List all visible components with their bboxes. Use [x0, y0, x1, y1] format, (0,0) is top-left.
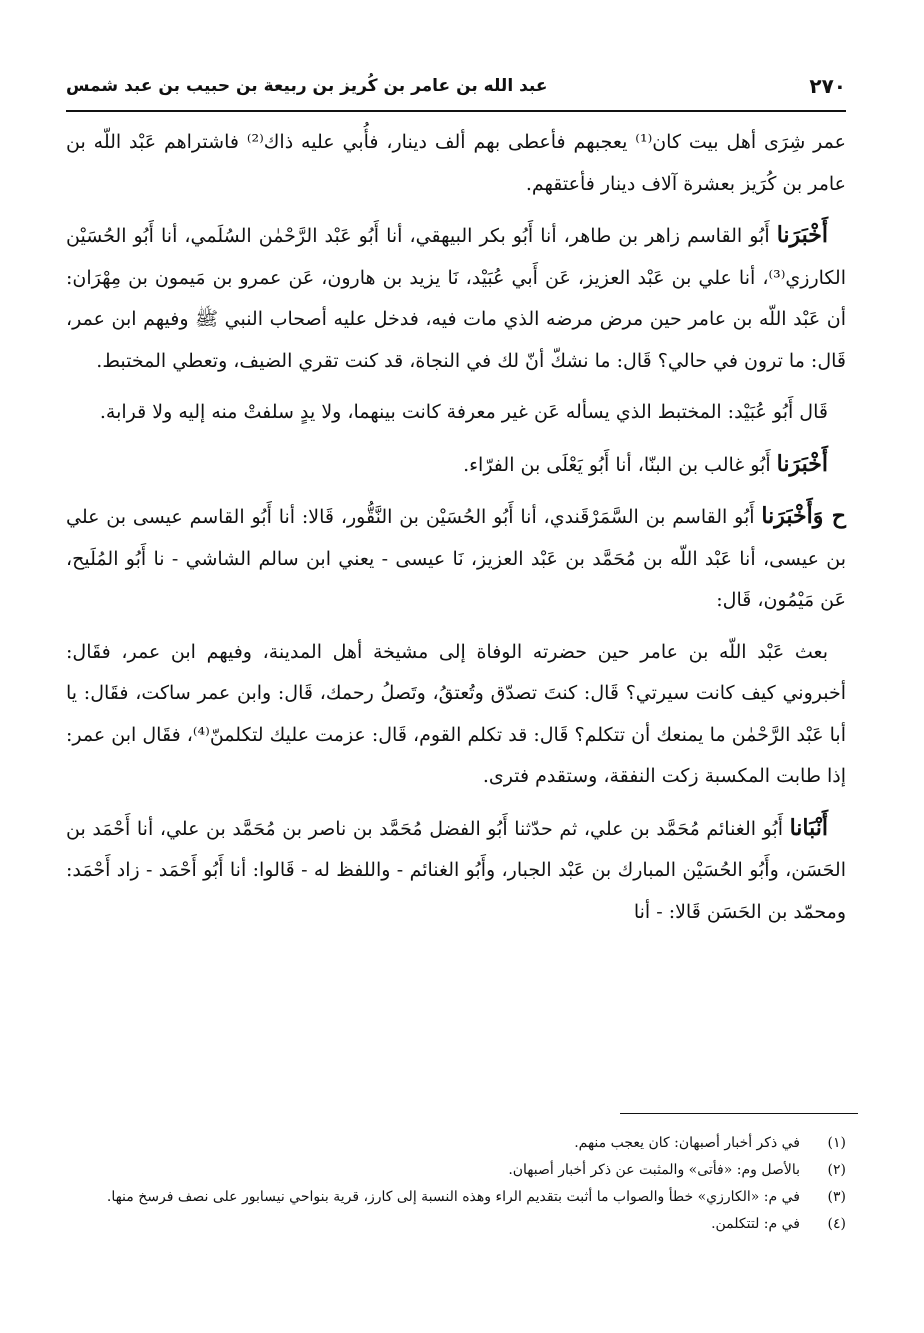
paragraph	[66, 444, 846, 487]
footnote-text: في م: «الكارزي» خطأ والصواب ما أثبت بتقديم الراء وهذه النسبة إلى كارز، قرية بنواحي نيسابور على نصف فرسخ منها.	[106, 1189, 800, 1205]
paragraph-text: أَبُو القاسم بن السَّمَرْقَندي، أنا أَبُو الحُسَيْن بن النَّقُّور، قَالا: أنا أَبُو القاسم عيسى بن علي بن عيسى، أنا عَبْد اللّه بن مُحَمَّد بن عَبْد العزيز، نَا عيسى - يعني ابن سالم الشاشي - نا أَبُو المُلَيح، عَن مَيْمُون، قَال:	[66, 506, 846, 611]
paragraph	[66, 496, 846, 622]
narration-keyword: ح وَأَخْبَرَنا	[761, 503, 846, 529]
footnote-number: (٢)	[827, 1162, 846, 1178]
footnote	[66, 1211, 846, 1238]
running-title: عبد الله بن عامر بن كُريز بن ربيعة بن حبيب بن عبد شمس	[66, 76, 548, 96]
footnote-number: (٤)	[827, 1216, 846, 1232]
narration-keyword: أَخْبَرَنا	[776, 222, 829, 248]
paragraph	[66, 392, 846, 434]
paragraph-text: أَبُو القاسم زاهر بن طاهر، أنا أَبُو بكر البيهقي، أنا أَبُو عَبْد الرَّحْمٰن السُلَمي، أنا أَبُو الحُسَيْن الكارزي⁽³⁾، أنا علي بن عَبْد العزيز، عَن أَبي عُبَيْد، نَا يزيد بن هارون، عَن عمرو بن مَيمون بن مِهْرَان: أن عَبْد اللّه بن عامر حين مرض مرضه الذي مات فيه، فدخل عليه أصحاب النبي ﷺ وفيهم ابن عمر، قَال: ما ترون في حالي؟ قَال: ما نشكّ أنّ لك في النجاة، قد كنت تقري الضيف، وتعطي المختبط.	[66, 225, 846, 372]
page-number: ٢٧٠	[809, 74, 846, 98]
paragraph-text: قَال أَبُو عُبَيْد: المختبط الذي يسأله عَن غير معرفة كانت بينهما، ولا يدٍ سلفتْ منه إليه ولا قرابة.	[99, 401, 828, 423]
paragraph	[66, 215, 846, 382]
footnote-text: في ذكر أخبار أصبهان: كان يعجب منهم.	[574, 1135, 800, 1151]
footnote-text: بالأصل وم: «فأتى» والمثبت عن ذكر أخبار أصبهان.	[508, 1162, 800, 1178]
paragraph	[66, 808, 846, 934]
footnote	[66, 1157, 846, 1184]
footnote-divider	[620, 1113, 858, 1114]
footnote-text: في م: لتتكلمن.	[711, 1216, 800, 1232]
page-header	[66, 66, 846, 106]
footnote	[66, 1130, 846, 1157]
paragraph	[66, 122, 846, 205]
paragraph-text: أَبُو الغنائم مُحَمَّد بن علي، ثم حدّثنا أَبُو الفضل مُحَمَّد بن ناصر بن مُحَمَّد بن علي، أنا أَحْمَد بن الحَسَن، وأَبُو الحُسَيْن المبارك بن عَبْد الجبار، وأَبُو الغنائم - واللفظ له - قَالوا: أنا أَبُو أَحْمَد - زاد أَحْمَد: ومحمّد بن الحَسَن قَالا: - أنا	[66, 817, 846, 923]
paragraph-text: أَبُو غالب بن البنّا، أنا أَبُو يَعْلَى بن الفرّاء.	[463, 453, 771, 476]
footnote	[66, 1184, 846, 1211]
header-divider	[66, 110, 846, 112]
footnotes	[66, 1130, 846, 1238]
paragraph-text: بعث عَبْد اللّه بن عامر حين حضرته الوفاة إلى مشيخة أهل المدينة، وفيهم ابن عمر، فقَال: أخبروني كيف كانت سيرتي؟ قَال: كنتَ تصدّق وتُعتقُ، وتَصلُ رحمك، قَال: وابن عمر ساكت، فقَال: يا أبا عَبْد الرَّحْمٰن ما يمنعك أن تتكلم؟ قَال: قد تكلم القوم، قَال: عزمت عليك لتكلمنّ⁽⁴⁾، فقَال ابن عمر: إذا طابت المكسبة زكت النفقة، وستقدم فترى.	[66, 640, 846, 787]
paragraph	[66, 632, 846, 798]
narration-keyword: أَنْبَانا	[789, 814, 828, 841]
footnote-number: (٣)	[827, 1189, 846, 1205]
footnote-number: (١)	[827, 1135, 846, 1151]
narration-keyword: أَخْبَرَنا	[776, 450, 828, 477]
paragraph-text: عمر شِرَى أهل بيت كان⁽¹⁾ يعجبهم فأعطى بهم ألف دينار، فأُبي عليه ذاك⁽²⁾ فاشتراهم عَبْد اللّه بن عامر بن كُرَيز بعشرة آلاف دينار فأعتقهم.	[66, 131, 846, 195]
main-text	[66, 122, 846, 943]
